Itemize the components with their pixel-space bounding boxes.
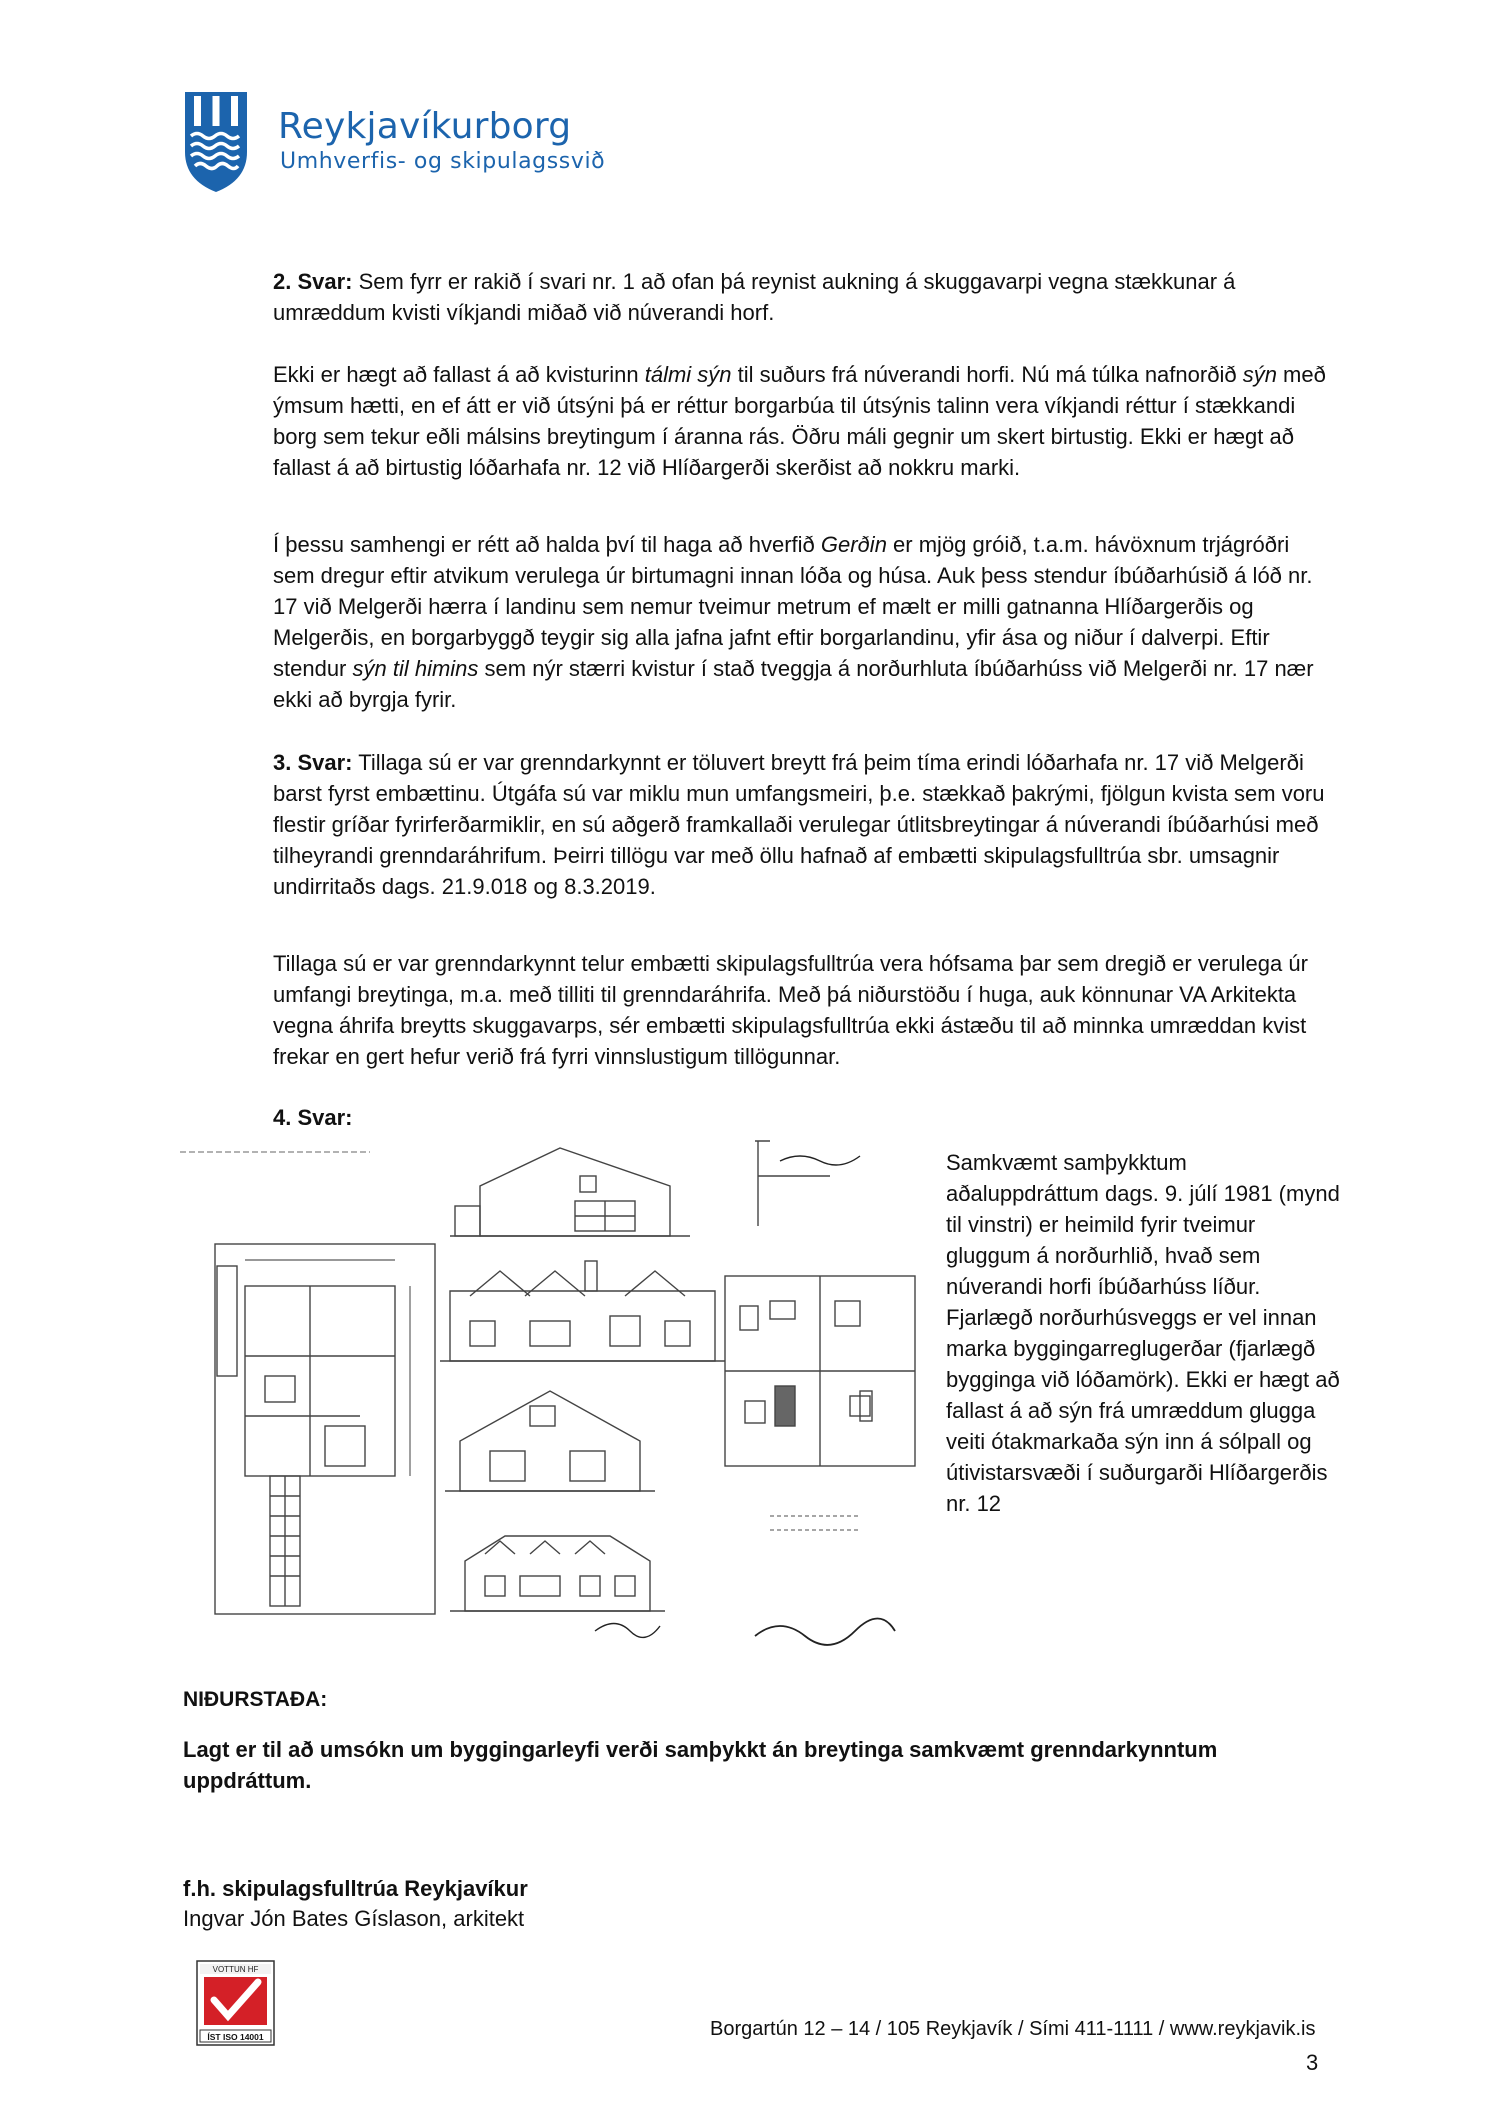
department-name: Umhverfis- og skipulagssvið xyxy=(280,149,606,174)
answer-2-paragraph-3: Í þessu samhengi er rétt að halda því til haga að hverfið Gerðin er mjög gróið, t.a.m. hávöxnum trjágróðri sem dregur eftir atvikum verulega úr birtumagni innan lóða og húsa. Auk þess stendur íbúðarhúsið á lóð nr. 17 við Melgerði hærra í landinu sem nemur tveimur metrum ef mælt er milli gatnanna Hlíðargerðis og Melgerðis, en borgarbyggð teygir sig alla jafna jafnt eftir borgarlandinu, yfir ása og niður í dalverpi. Eftir stendur sýn til himins sem nýr stærri kvistur í stað tveggja á norðurhluta íbúðarhúss við Melgerði nr. 17 nær ekki að byrgja fyrir. xyxy=(273,532,1314,712)
answer-4-heading: 4. Svar: xyxy=(273,1105,353,1130)
conclusion-heading: NIÐURSTAÐA: xyxy=(183,1688,328,1711)
conclusion-body: Lagt er til að umsókn um byggingarleyfi verði samþykkt án breytinga samkvæmt grenndarkynntum uppdráttum. xyxy=(183,1737,1218,1793)
answer-3-paragraph-1: 3. Svar: Tillaga sú er var grenndarkynnt er töluvert breytt frá þeim tíma erindi lóðarhafa nr. 17 við Melgerði barst fyrst embættinu. Útgáfa sú var miklu mun umfangsmeiri, þ.e. stækkað þakrými, fjölgun kvista sem voru flestir gríðar fyrirferðarmiklir, en sú aðgerð framkallaði verulegar útlitsbreytingar á núverandi íbúðarhúsi með tilheyrandi grenndaráhrifum. Þeirri tillögu var með öllu hafnað af embætti skipulagsfulltrúa sbr. umsagnir undirritaðs dags. 21.9.018 og 8.3.2019. xyxy=(273,750,1325,899)
answer-4-side-text: Samkvæmt samþykktum aðaluppdráttum dags. 9. júlí 1981 (mynd til vinstri) er heimild fyrir tveimur gluggum á norðurhlið, hvað sem núverandi horfi íbúðarhúss líður. Fjarlægð norðurhúsveggs er vel innan marka byggingarreglugerðar (fjarlægð bygginga við lóðamörk). Ekki er hægt að fallast á að sýn frá umræddum glugga veiti ótakmarkaða sýn inn á sólpall og útivistarsvæði í suðurgarði Hlíðargerðis nr. 12 xyxy=(946,1150,1340,1516)
org-name: Reykjavíkurborg xyxy=(278,106,572,147)
signature-role: f.h. skipulagsfulltrúa Reykjavíkur xyxy=(183,1876,528,1901)
reykjavik-shield-icon xyxy=(183,90,249,194)
answer-2-paragraph-2: Ekki er hægt að fallast á að kvisturinn tálmi sýn til suðurs frá núverandi horfi. Nú má túlka nafnorðið sýn með ýmsum hætti, en ef átt er við útsýni þá er réttur borgarbúa til útsýnis talinn vera víkjandi réttur í stækkandi borg sem tekur eðli málsins breytingum í áranna rás. Öðru máli gegnir um skert birtustig. Ekki er hægt að fallast á að birtustig lóðarhafa nr. 12 við Hlíðargerði skerðist að nokkru marki. xyxy=(273,362,1326,480)
signature-name: Ingvar Jón Bates Gíslason, arkitekt xyxy=(183,1906,525,1931)
page-number: 3 xyxy=(1306,2050,1319,2075)
answer-2-label: 2. Svar: xyxy=(273,269,353,294)
architectural-drawing-image xyxy=(170,1136,925,1651)
answer-3-label: 3. Svar: xyxy=(273,750,353,775)
iso-checkmark-icon xyxy=(196,1960,275,2046)
footer-address: Borgartún 12 – 14 / 105 Reykjavík / Sími 411-1111 / www.reykjavik.is xyxy=(710,2018,1316,2040)
cert-top-text: VOTTUN HF xyxy=(212,1965,259,1974)
cert-bottom-text: ÍST ISO 14001 xyxy=(207,2032,264,2042)
answer-2-paragraph-1: 2. Svar: Sem fyrr er rakið í svari nr. 1 að ofan þá reynist aukning á skuggavarpi vegna stækkunar á umræddum kvisti víkjandi miðað við núverandi horf. xyxy=(273,269,1236,325)
answer-3-paragraph-2: Tillaga sú er var grenndarkynnt telur embætti skipulagsfulltrúa vera hófsama þar sem dregið er verulega úr umfangi breytinga, m.a. með tilliti til grenndaráhrifa. Með þá niðurstöðu í huga, auk könnunar VA Arkitekta vegna áhrifa breytts skuggavarps, sér embætti skipulagsfulltrúa ekki ástæðu til að minnka umræddan kvist frekar en gert hefur verið frá fyrri vinnslustigum tillögunnar. xyxy=(273,951,1308,1069)
